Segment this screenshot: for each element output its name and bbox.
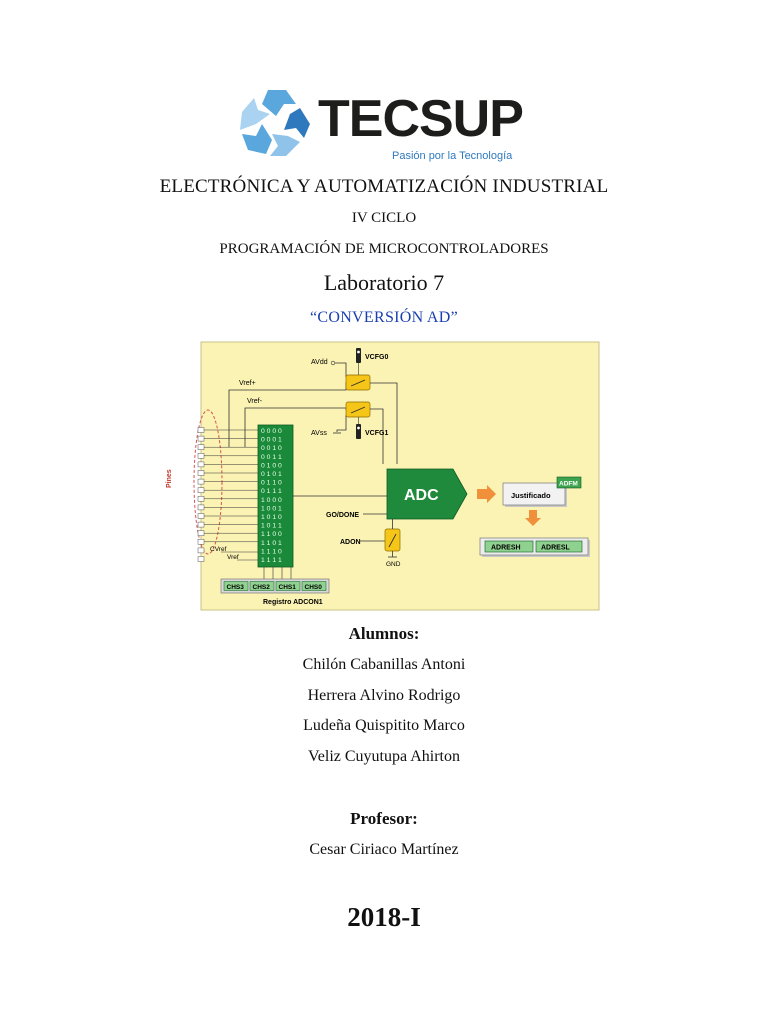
mux-code: 0 1 1 0	[261, 479, 282, 487]
pines-label: Pines	[166, 469, 173, 488]
vcfg1-label: VCFG1	[365, 430, 389, 437]
mux-code: 0 0 0 1	[261, 436, 282, 444]
department-title: ELECTRÓNICA Y AUTOMATIZACIÓN INDUSTRIAL	[159, 176, 609, 197]
adresl-label: ADRESL	[541, 544, 570, 552]
mux-code: 1 1 0 1	[261, 539, 282, 547]
logo-symbol-icon	[240, 90, 310, 156]
mux-code: 0 0 1 1	[261, 453, 282, 461]
pin	[198, 445, 204, 450]
pin	[198, 436, 204, 441]
mux-code: 1 0 1 0	[261, 514, 282, 521]
gnd-label: GND	[386, 561, 401, 568]
year-label: 2018-I	[347, 902, 421, 932]
vcfg1-switch	[346, 402, 370, 417]
mux-code: 1 1 1 0	[261, 548, 282, 556]
pin	[198, 488, 204, 493]
student-name: Ludeña Quispitito Marco	[303, 717, 465, 734]
pin	[198, 479, 204, 484]
adfm-label: ADFM	[559, 480, 578, 488]
cvref-label: CVref	[210, 546, 227, 553]
registro-label: Registro ADCON1	[263, 599, 323, 606]
mux-code: 1 0 0 1	[261, 505, 282, 513]
justificado-label: Justificado	[511, 491, 551, 500]
student-name: Veliz Cuyutupa Ahirton	[308, 748, 460, 765]
logo-slogan: Pasión por la Tecnología	[392, 150, 513, 162]
pin	[198, 496, 204, 501]
godone-label: GO/DONE	[326, 512, 360, 519]
pin	[198, 531, 204, 536]
pin	[198, 428, 204, 433]
vcfg0-switch	[346, 375, 370, 390]
mux-code: 0 1 0 0	[261, 462, 282, 470]
mux-code: 0 1 0 1	[261, 471, 282, 478]
lab-title: Laboratorio 7	[323, 270, 445, 295]
pin	[198, 505, 204, 510]
chs-bit-label: CHS3	[226, 584, 244, 591]
mux-codes	[261, 428, 282, 564]
vref-label: Vref	[227, 554, 239, 561]
adon-label: ADON	[340, 539, 361, 546]
students-heading: Alumnos:	[348, 624, 420, 643]
course-title: PROGRAMACIÓN DE MICROCONTROLADORES	[219, 241, 549, 257]
mux-code: 0 0 0 0	[261, 428, 282, 435]
pin	[198, 462, 204, 467]
chs-bit-label: CHS0	[304, 584, 322, 591]
pin	[198, 514, 204, 519]
chs-bit-label: CHS2	[252, 584, 270, 591]
adc-diagram	[166, 342, 599, 610]
adc-label: ADC	[404, 487, 439, 504]
mux-code: 0 1 1 1	[261, 488, 282, 496]
student-name: Chilón Cabanillas Antoni	[302, 656, 466, 673]
avdd-label: AVdd	[311, 359, 328, 366]
mux-code: 0 0 1 0	[261, 445, 282, 453]
mux-code: 1 1 1 1	[261, 557, 282, 564]
adresh-label: ADRESH	[491, 544, 521, 552]
logo-brand: TECSUP	[318, 90, 523, 148]
mux-code: 1 0 0 0	[261, 496, 282, 504]
pin	[198, 539, 204, 544]
pin	[198, 522, 204, 527]
vcfg0-label: VCFG0	[365, 354, 389, 361]
cycle-label: IV CICLO	[351, 210, 417, 226]
vref-plus-label: Vref+	[239, 380, 256, 387]
mux-code: 1 0 1 1	[261, 522, 282, 530]
professor-heading: Profesor:	[350, 809, 418, 828]
pin	[198, 557, 204, 562]
vref-minus-label: Vref-	[247, 398, 262, 405]
tecsup-logo	[236, 86, 536, 166]
pin	[198, 453, 204, 458]
professor-name: Cesar Ciriaco Martínez	[309, 841, 459, 858]
lab-subtitle: “CONVERSIÓN AD”	[309, 309, 459, 326]
student-name: Herrera Alvino Rodrigo	[307, 687, 461, 704]
chs-bit-label: CHS1	[278, 584, 296, 591]
pin	[198, 548, 204, 553]
mux-code: 1 1 0 0	[261, 531, 282, 539]
pin	[198, 471, 204, 476]
avss-label: AVss	[311, 430, 327, 437]
